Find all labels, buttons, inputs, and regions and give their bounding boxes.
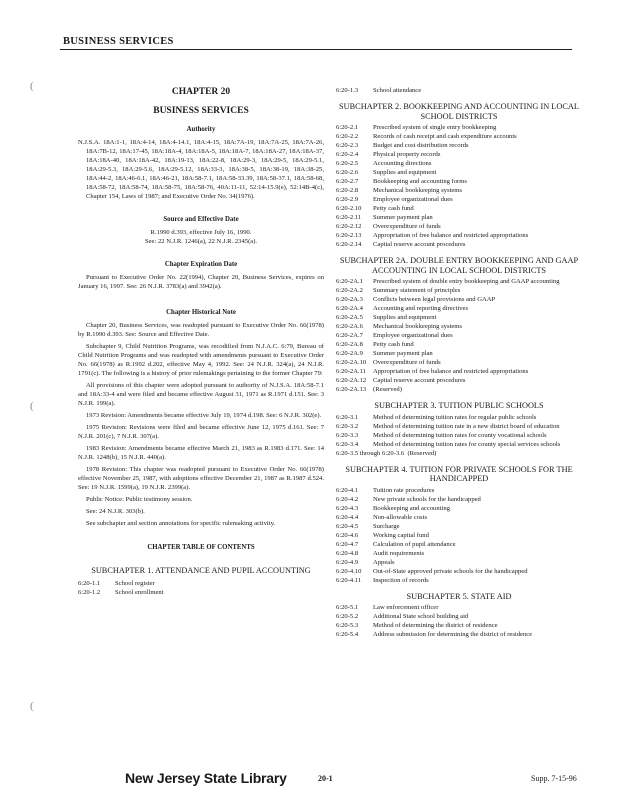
section-title: Accounting and reporting directives bbox=[373, 305, 469, 312]
section-number: 6:20-2.2 bbox=[336, 133, 359, 140]
list-item bbox=[336, 349, 582, 358]
list-item bbox=[336, 376, 582, 385]
list-item bbox=[336, 123, 582, 132]
section-number: 6:20-5.4 bbox=[336, 631, 359, 638]
section-number: 6:20-2.14 bbox=[336, 241, 362, 248]
section-title: Employee organizational dues bbox=[373, 196, 453, 203]
section-list bbox=[336, 603, 582, 639]
list-item bbox=[336, 141, 582, 150]
section-title: Supplies and equipment bbox=[373, 314, 437, 321]
section-number: 6:20-2A.6 bbox=[336, 323, 363, 330]
source-line: See: 22 N.J.R. 1246(a), 22 N.J.R. 2345(a). bbox=[144, 238, 258, 245]
section-number: 6:20-2A.13 bbox=[336, 386, 367, 393]
section-number: 6:20-1.3 bbox=[336, 87, 359, 94]
source-heading: Source and Effective Date bbox=[163, 216, 239, 223]
list-item bbox=[336, 504, 582, 513]
expiration-heading: Chapter Expiration Date bbox=[164, 261, 238, 268]
section-title: Capital reserve account procedures bbox=[373, 377, 466, 384]
section-number: 6:20-2.7 bbox=[336, 178, 359, 185]
authority-text: N.J.S.A. 18A:1-1, 18A:4-14, 18A:4-14.1, 18A:4-15, 18A:7A-19, 18A:7A-25, 18A:7A-26, 18A:7B-12, 18A:17-45, 18A:18A-4, 18A:18A-5, 18A:18A-7, 18A:18A-27, 18A:18A-37, 18A:18A-40, 18A:18A-42, 18A:19-13, 18A:22-8, 18A:29-3, 18A:29-5, 18A:29-5.1, 18A:29-5.3, 18A:29-5.6, 18A:29-5.12, 18A:33-3, 18A:38-5, 18A:38-19, 18A:38-25, 18A:44-2, 18A:46-6.1, 18A:46-21, 18A:58-7.1, 18A:58-33.39, 18A:58-37.1, 18A:58-68, 18A:58-72, 18A:58-74, 18A:58-75, 18A:58-76, 40A:11-11, 52:14-15.9(e), 52:14B-4(c), Chapter 154, Laws of 1987; and Executive Order No. 34(1976). bbox=[78, 139, 324, 200]
running-header: BUSINESS SERVICES bbox=[63, 36, 174, 47]
section-title: Working capital fund bbox=[373, 531, 429, 539]
section-number: 6:20-5.3 bbox=[336, 622, 359, 629]
history-paragraph: All provisions of this chapter were adopted pursuant to authority of N.J.S.A. 18A:58-7.1 and 18A:33-4 and were filed and became effective August 31, 1971 as R.1971 d.151. See: 3 N.J.R. 199(a). bbox=[78, 382, 324, 407]
section-title: Audit requirements bbox=[373, 549, 425, 557]
list-item bbox=[336, 531, 582, 540]
list-item bbox=[336, 313, 582, 322]
section-number: 6:20-4.7 bbox=[336, 540, 359, 548]
list-item bbox=[336, 186, 582, 195]
section-number: 6:20-2.8 bbox=[336, 187, 359, 194]
section-title: Physical property records bbox=[373, 151, 441, 158]
list-item bbox=[336, 240, 582, 249]
section-number: 6:20-3.3 bbox=[336, 431, 359, 439]
history-paragraph: Subchapter 9, Child Nutrition Programs, was recodified from N.J.A.C. 6:79, Bureau of Child Nutrition Programs and was readopted with amendments pursuant to Executive Order No. 66(1978) as R.1992 d.202, effective May 4, 1992. See: 24 N.J.R. 324(a), 24 N.J.R. 1791(c). The following is a history of prior rulemakings pertaining to the former Chapter 79: bbox=[78, 343, 324, 377]
section-number: 6:20-2A.4 bbox=[336, 305, 363, 312]
section-title: Budget and cost distribution records bbox=[373, 142, 469, 149]
history-paragraph: See subchapter and section annotations for specific rulemaking activity. bbox=[86, 520, 276, 527]
list-item bbox=[336, 440, 582, 449]
list-item bbox=[336, 621, 582, 630]
section-title: Records of cash receipt and cash expenditure accounts bbox=[373, 133, 517, 140]
list-item bbox=[336, 540, 582, 549]
list-item bbox=[336, 413, 582, 422]
section-number: 6:20-2.3 bbox=[336, 142, 359, 149]
section-title: Capital reserve account procedures bbox=[373, 241, 466, 248]
section-title: Method of determining tuition rates for county special services schools bbox=[373, 440, 561, 448]
expiration-text: Pursuant to Executive Order No. 22(1994), Chapter 20, Business Services, expires on January 16, 1997. See: 26 N.J.R. 3783(a) and 3942(a). bbox=[78, 274, 324, 290]
section-number: 6:20-2A.9 bbox=[336, 350, 363, 357]
list-item bbox=[336, 558, 582, 567]
section-number: 6:20-2A.12 bbox=[336, 377, 367, 384]
list-item bbox=[336, 213, 582, 222]
list-item bbox=[336, 576, 582, 585]
section-number: 6:20-2A.5 bbox=[336, 314, 363, 321]
section-title: Summer payment plan bbox=[373, 214, 433, 221]
section-number: 6:20-2A.11 bbox=[336, 368, 366, 375]
section-title: Out-of-State approved private schools for the handicapped bbox=[373, 567, 528, 575]
section-title: Prescribed system of single entry bookkeeping bbox=[373, 124, 497, 131]
section-list bbox=[78, 579, 324, 597]
chapter-number: CHAPTER 20 bbox=[171, 87, 231, 97]
section-title: Accounting directions bbox=[373, 160, 432, 167]
source-line: R.1990 d.393, effective July 16, 1990. bbox=[150, 229, 252, 236]
section-number: 6:20-3.1 bbox=[336, 413, 359, 421]
section-title: Mechanical bookkeeping systems bbox=[373, 323, 462, 330]
section-title: Tuition rate procedures bbox=[373, 486, 435, 494]
toc-heading: CHAPTER TABLE OF CONTENTS bbox=[147, 544, 255, 551]
section-title: Method of determining the district of residence bbox=[373, 622, 498, 629]
list-item bbox=[336, 204, 582, 213]
section-number: 6:20-1.2 bbox=[78, 588, 101, 596]
list-item bbox=[336, 286, 582, 295]
subchapter-title: SUBCHAPTER 4. TUITION FOR PRIVATE SCHOOLS FOR THE HANDICAPPED bbox=[345, 464, 573, 483]
list-item bbox=[336, 331, 582, 340]
subchapter-title: SUBCHAPTER 5. STATE AID bbox=[406, 591, 512, 601]
list-item bbox=[336, 567, 582, 576]
section-title: School register bbox=[115, 579, 155, 587]
section-number: 6:20-2.13 bbox=[336, 232, 362, 239]
list-item bbox=[336, 222, 582, 231]
section-title: School enrollment bbox=[115, 588, 164, 596]
section-number: 6:20-4.2 bbox=[336, 495, 359, 503]
list-item bbox=[336, 159, 582, 168]
list-item bbox=[336, 495, 582, 504]
section-number: 6:20-5.1 bbox=[336, 604, 359, 611]
section-number: 6:20-4.11 bbox=[336, 576, 362, 584]
list-item bbox=[336, 431, 582, 440]
header-rule bbox=[60, 49, 572, 50]
list-item bbox=[336, 277, 582, 286]
subchapter-title: SUBCHAPTER 2A. DOUBLE ENTRY BOOKKEEPING AND GAAP ACCOUNTING IN LOCAL SCHOOL DISTRICTS bbox=[339, 256, 579, 275]
page-number: 20-1 bbox=[318, 774, 333, 783]
section-number: 6:20-4.5 bbox=[336, 522, 359, 530]
section-title: Inspection of records bbox=[373, 576, 429, 584]
section-title: Calculation of pupil attendance bbox=[373, 540, 456, 548]
section-number: 6:20-1.1 bbox=[78, 579, 101, 587]
section-list bbox=[336, 277, 582, 394]
page-footer bbox=[0, 770, 618, 790]
list-item bbox=[336, 603, 582, 612]
section-number: 6:20-2A.1 bbox=[336, 278, 363, 285]
section-number: 6:20-2A.2 bbox=[336, 287, 363, 294]
section-number: 6:20-3.2 bbox=[336, 422, 359, 430]
margin-mark: ( bbox=[30, 700, 34, 712]
left-column bbox=[78, 86, 324, 597]
section-number: 6:20-4.1 bbox=[336, 486, 359, 494]
section-title: Method of determining tuition rates for regular public schools bbox=[373, 413, 537, 421]
section-number: 6:20-2.6 bbox=[336, 169, 359, 176]
section-title: Method of determining tuition rates for county vocational schools bbox=[373, 431, 547, 439]
section-number: 6:20-2.12 bbox=[336, 223, 362, 230]
history-heading: Chapter Historical Note bbox=[166, 309, 236, 316]
section-number: 6:20-4.10 bbox=[336, 567, 362, 575]
history-paragraph: Chapter 20, Business Services, was readopted pursuant to Executive Order No. 66(1978) by R.1990 d.393. See: Source and Effective Date. bbox=[78, 322, 324, 338]
list-item bbox=[336, 195, 582, 204]
section-number: 6:20-3.5 through 6:20-3.6 bbox=[336, 449, 405, 457]
section-number: 6:20-4.3 bbox=[336, 504, 359, 512]
section-title: Appropriation of free balance and restricted appropriations bbox=[373, 368, 529, 375]
history-paragraph: 1973 Revision: Amendments became effective July 19, 1974 d.198. See: 6 N.J.R. 302(e). bbox=[86, 412, 322, 419]
right-column bbox=[336, 86, 582, 639]
margin-mark: ( bbox=[30, 400, 34, 412]
section-number: 6:20-2.9 bbox=[336, 196, 359, 203]
section-title: Address submission for determining the district of residence bbox=[373, 631, 533, 638]
section-number: 6:20-2.1 bbox=[336, 124, 359, 131]
history-paragraph: 1983 Revision: Amendments became effective March 21, 1983 as R.1983 d.171. See: 14 N.J.R. 1248(b), 15 N.J.R. 440(a). bbox=[78, 445, 324, 461]
list-item bbox=[336, 630, 582, 639]
list-item bbox=[336, 612, 582, 621]
section-title: Non-allowable costs bbox=[373, 513, 428, 521]
section-title: School attendance bbox=[373, 87, 422, 94]
history-paragraph: 1978 Revision: This chapter was readopted pursuant to Executive Order No. 66(1978) effective November 25, 1987, with adoptions effective December 21, 1987 as R.1987 d.524. See: 19 N.J.R. 1599(a), 19 N.J.R. 2399(a). bbox=[78, 466, 324, 491]
history-paragraph: 1975 Revision: Revisions were filed and became effective June 12, 1975 d.161. See: 7 N.J.R. 201(c), 7 N.J.R. 307(a). bbox=[78, 424, 324, 440]
section-number: 6:20-2A.3 bbox=[336, 296, 363, 303]
section-title: Overexpenditure of funds bbox=[373, 359, 441, 366]
section-title: Bookkeeping and accounting forms bbox=[373, 178, 467, 185]
section-number: 6:20-4.6 bbox=[336, 531, 359, 539]
section-number: 6:20-2.5 bbox=[336, 160, 359, 167]
list-item bbox=[336, 132, 582, 141]
section-title: New private schools for the handicapped bbox=[373, 495, 481, 503]
section-number: 6:20-2.11 bbox=[336, 214, 362, 221]
subchapter-title: SUBCHAPTER 1. ATTENDANCE AND PUPIL ACCOUNTING bbox=[91, 566, 311, 575]
list-item bbox=[336, 385, 582, 394]
list-item bbox=[336, 322, 582, 331]
section-number: 6:20-4.4 bbox=[336, 513, 359, 521]
section-number: 6:20-2.10 bbox=[336, 205, 362, 212]
section-title: (Reserved) bbox=[373, 386, 402, 393]
section-list bbox=[336, 486, 582, 585]
section-title: Appropriation of free balance and restricted appropriations bbox=[373, 232, 529, 239]
subchapter-title: SUBCHAPTER 2. BOOKKEEPING AND ACCOUNTING IN LOCAL SCHOOL DISTRICTS bbox=[339, 102, 579, 121]
list-item bbox=[336, 522, 582, 531]
section-title: Employee organizational dues bbox=[373, 332, 453, 339]
section-number: 6:20-2A.8 bbox=[336, 341, 363, 348]
library-stamp: New Jersey State Library bbox=[125, 770, 287, 786]
list-item bbox=[336, 231, 582, 240]
list-item bbox=[336, 358, 582, 367]
list-item bbox=[336, 295, 582, 304]
subchapter-title: SUBCHAPTER 3. TUITION PUBLIC SCHOOLS bbox=[374, 401, 544, 410]
section-number: 6:20-5.2 bbox=[336, 613, 359, 620]
section-list bbox=[336, 413, 582, 458]
list-item bbox=[336, 513, 582, 522]
list-item bbox=[336, 367, 582, 376]
section-title: Law enforcement officer bbox=[373, 604, 439, 611]
section-title: Petty cash fund bbox=[373, 205, 414, 212]
section-title: Method of determining tuition rate in a new district board of education bbox=[373, 422, 560, 430]
history-paragraph: Public Notice: Public testimony session. bbox=[86, 496, 193, 503]
section-list bbox=[336, 123, 582, 249]
list-item bbox=[336, 168, 582, 177]
section-title: Prescribed system of double entry bookkeeping and GAAP accounting bbox=[373, 278, 560, 285]
section-title: Conflicts between legal provisions and GAAP bbox=[373, 296, 496, 303]
authority-heading: Authority bbox=[186, 126, 216, 133]
section-number: 6:20-3.4 bbox=[336, 440, 359, 448]
section-number: 6:20-4.8 bbox=[336, 549, 359, 557]
list-item bbox=[336, 304, 582, 313]
list-item bbox=[336, 177, 582, 186]
section-number: 6:20-2A.10 bbox=[336, 359, 367, 366]
list-item bbox=[336, 549, 582, 558]
section-title: Bookkeeping and accounting bbox=[373, 504, 450, 512]
section-title: Overexpenditure of funds bbox=[373, 223, 441, 230]
section-number: 6:20-2.4 bbox=[336, 151, 359, 158]
list-item bbox=[336, 449, 582, 458]
section-title: Appeals bbox=[373, 558, 395, 566]
section-title: Additional State school building aid bbox=[373, 613, 469, 620]
list-item bbox=[336, 422, 582, 431]
section-title: Supplies and equipment bbox=[373, 169, 437, 176]
list-item bbox=[336, 340, 582, 349]
margin-mark: ( bbox=[30, 80, 34, 92]
section-title: Surcharge bbox=[373, 522, 400, 530]
history-paragraph: See: 24 N.J.R. 303(b). bbox=[86, 508, 145, 515]
section-title: Summary statement of principles bbox=[373, 287, 461, 294]
section-number: 6:20-4.9 bbox=[336, 558, 359, 566]
chapter-title: BUSINESS SERVICES bbox=[153, 106, 249, 116]
section-number: 6:20-2A.7 bbox=[336, 332, 363, 339]
list-item bbox=[78, 579, 324, 588]
section-title: Petty cash fund bbox=[373, 341, 414, 348]
list-item bbox=[78, 588, 324, 597]
list-item bbox=[336, 150, 582, 159]
section-title: Mechanical bookkeeping systems bbox=[373, 187, 462, 194]
list-item bbox=[336, 486, 582, 495]
list-item bbox=[336, 86, 582, 95]
section-title: Summer payment plan bbox=[373, 350, 433, 357]
section-title: (Reserved) bbox=[407, 449, 437, 457]
supplement-date: Supp. 7-15-96 bbox=[531, 774, 577, 783]
